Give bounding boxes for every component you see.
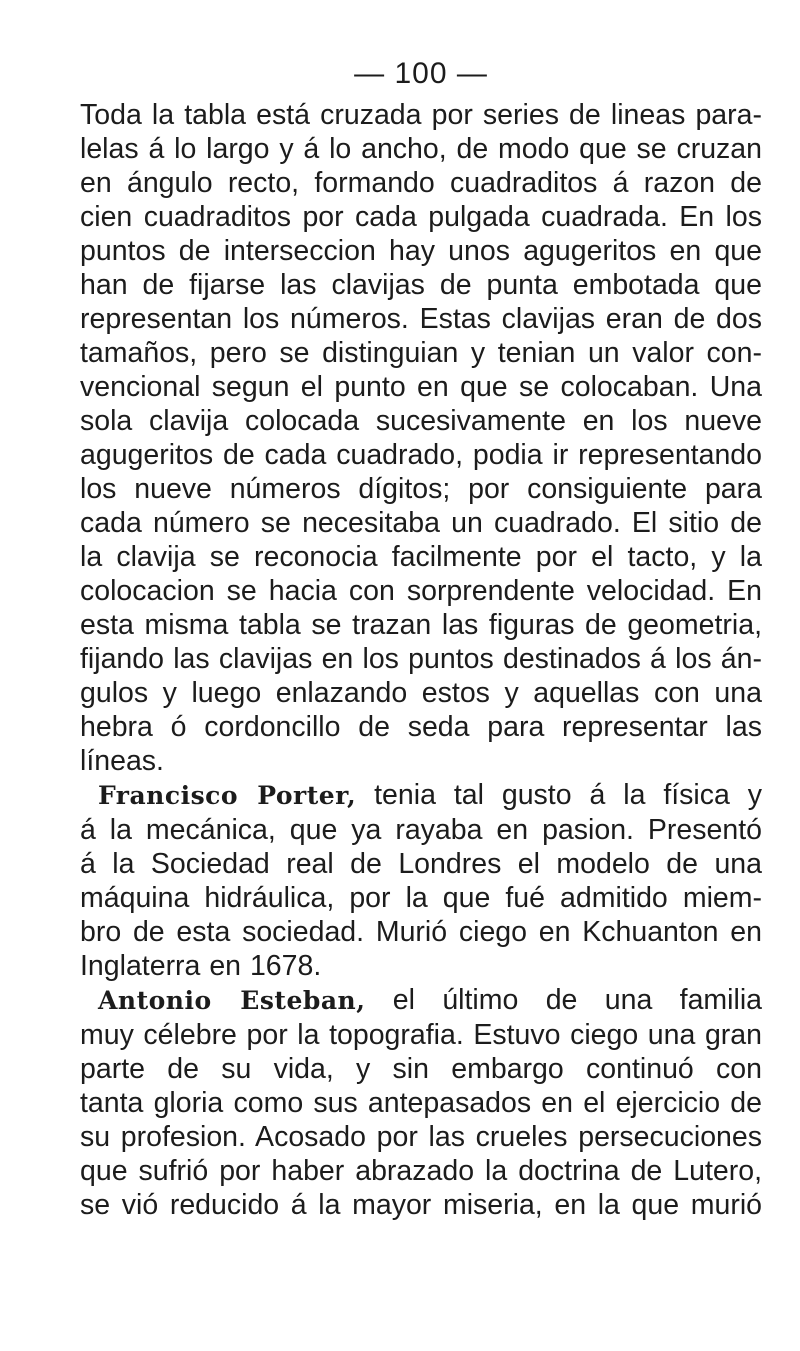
text-line: gulos y luego enlazando estos y aquellas con una [80, 677, 762, 709]
text-line: cien cuadraditos por cada pulgada cuadrada. En los [80, 201, 762, 233]
text-line-with-name [80, 778, 762, 813]
person-name: Antonio Esteban, [98, 986, 366, 1015]
text-fragment: el último de una familia [365, 984, 763, 1016]
text-line: puntos de interseccion hay unos agugeritos en que [80, 235, 762, 267]
text-line: se vió reducido á la mayor miseria, en la que murió [80, 1189, 762, 1221]
text-line: á la Sociedad real de Londres el modelo de una [80, 848, 762, 880]
text-line: en ángulo recto, formando cuadraditos á razon de [80, 167, 762, 199]
text-line: esta misma tabla se trazan las figuras de geometria, [80, 609, 762, 641]
text-line: agugeritos de cada cuadrado, podia ir representando [80, 439, 762, 471]
text-line: parte de su vida, y sin embargo continuó con [80, 1053, 762, 1085]
text-line: que sufrió por haber abrazado la doctrina de Lutero, [80, 1155, 762, 1187]
text-line-with-name [80, 983, 762, 1018]
text-line: hebra ó cordoncillo de seda para representar las [80, 711, 762, 743]
text-line: máquina hidráulica, por la que fué admitido miem- [80, 882, 762, 914]
text-line: cada número se necesitaba un cuadrado. El sitio de [80, 507, 762, 539]
text-line: han de fijarse las clavijas de punta embotada que [80, 269, 762, 301]
text-line: bro de esta sociedad. Murió ciego en Kchuanton en [80, 916, 762, 948]
text-line: muy célebre por la topografia. Estuvo ciego una gran [80, 1019, 762, 1051]
text-line: su profesion. Acosado por las crueles persecuciones [80, 1121, 762, 1153]
text-line: la clavija se reconocia facilmente por el tacto, y la [80, 541, 762, 573]
text-line: fijando las clavijas en los puntos destinados á los án- [80, 643, 762, 675]
page-number: — 100 — [354, 57, 488, 90]
book-page [80, 54, 762, 1222]
text-line: representan los números. Estas clavijas eran de dos [80, 303, 762, 335]
person-name: Francisco Porter, [98, 781, 357, 810]
paragraph-antonio-esteban [80, 983, 762, 1222]
text-line: Toda la tabla está cruzada por series de lineas para- [80, 99, 762, 131]
text-line: líneas. [80, 745, 164, 777]
text-line: los nueve números dígitos; por consiguiente para [80, 473, 762, 505]
text-line: vencional segun el punto en que se colocaban. Una [80, 371, 762, 403]
text-fragment: tenia tal gusto á la física y [356, 779, 763, 811]
text-line: á la mecánica, que ya rayaba en pasion. Presentó [80, 814, 762, 846]
paragraph-table-description [80, 98, 762, 778]
text-line: Inglaterra en 1678. [80, 950, 322, 982]
paragraph-francisco-porter [80, 778, 762, 983]
text-line: tamaños, pero se distinguian y tenian un valor con- [80, 337, 762, 369]
text-line: sola clavija colocada sucesivamente en los nueve [80, 405, 762, 437]
text-line: colocacion se hacia con sorprendente velocidad. En [80, 575, 762, 607]
text-line: lelas á lo largo y á lo ancho, de modo que se cruzan [80, 133, 762, 165]
text-line: tanta gloria como sus antepasados en el ejercicio de [80, 1087, 762, 1119]
